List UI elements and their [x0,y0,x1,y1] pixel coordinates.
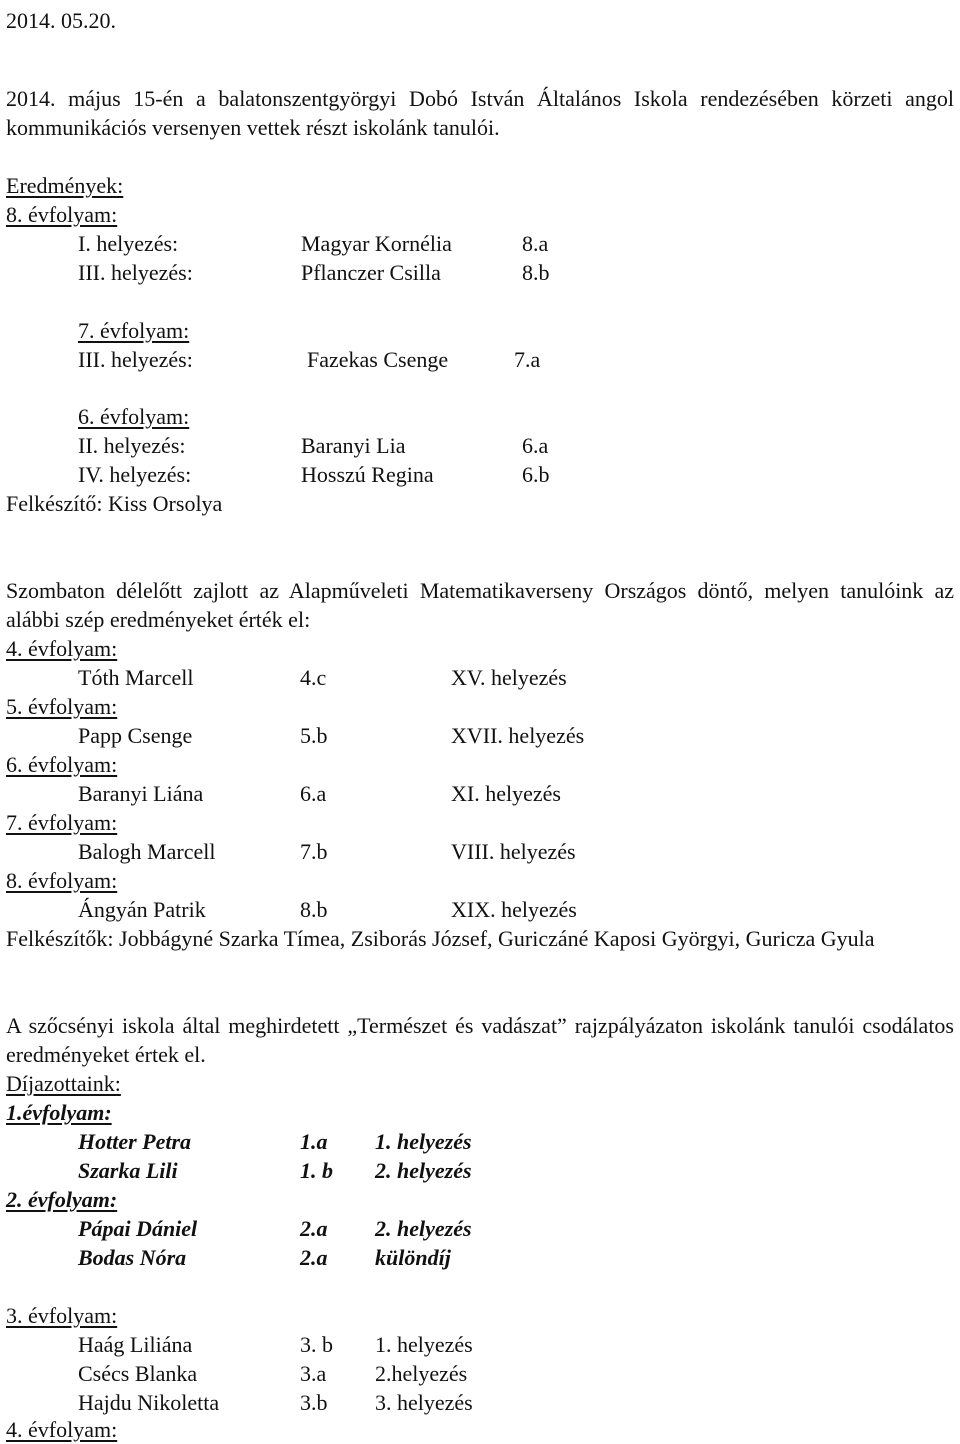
winner-name: Csécs Blanka [78,1361,198,1386]
result-place: III. helyezés: [78,347,193,372]
result-class: 6.a [522,433,549,458]
winner-place: 1. helyezés [375,1332,473,1357]
result-name: Hosszú Regina [301,462,434,487]
article1-grade-label: 6. évfolyam: [78,404,190,429]
winner-name: Haág Liliána [78,1332,193,1357]
result-place: III. helyezés: [78,260,193,285]
winner-place: 2. helyezés [375,1158,472,1183]
result-name: Papp Csenge [78,723,193,748]
result-name: Balogh Marcell [78,839,216,864]
result-class: 8.a [522,231,549,256]
article2-grade-label: 8. évfolyam: [6,868,118,893]
article3-intro: A szőcsényi iskola által meghirdetett „Természet és vadászat” rajzpályázaton iskolánk tanulói csodálatos eredményeket értek el. [6,1013,954,1067]
result-name: Fazekas Csenge [307,347,449,372]
article1-results-label: Eredmények: [6,173,124,198]
result-class: 7.b [300,839,328,864]
result-class: 8.b [300,897,328,922]
result-name: Pflanczer Csilla [301,260,441,285]
result-class: 6.b [522,462,550,487]
result-class: 4.c [300,665,327,690]
article2-intro: Szombaton délelőtt zajlott az Alapműveleti Matematikaverseny Országos döntő, melyen tanulóink az alábbi szép eredményeket érték el: [6,578,954,632]
winner-place: 2.helyezés [375,1361,468,1386]
winner-class: 2.a [300,1245,328,1270]
result-class: 8.b [522,260,550,285]
winner-class: 3.b [300,1390,328,1415]
article2-grade-label: 7. évfolyam: [6,810,118,835]
result-place: XV. helyezés [451,665,567,690]
result-place: XVII. helyezés [451,723,585,748]
result-name: Baranyi Liána [78,781,204,806]
result-place: XIX. helyezés [451,897,577,922]
winner-name: Hotter Petra [78,1129,192,1154]
winner-place: különdíj [375,1245,451,1270]
article1-intro: 2014. május 15-én a balatonszentgyörgyi Dobó István Általános Iskola rendezésében körzeti angol kommunikációs versenyen vettek részt iskolánk tanulói. [6,86,954,140]
article1-grade-label: 8. évfolyam: [6,202,118,227]
result-place: II. helyezés: [78,433,186,458]
winner-class: 2.a [300,1216,328,1241]
winner-place: 2. helyezés [375,1216,472,1241]
article2-teachers: Felkészítők: Jobbágyné Szarka Tímea, Zsiborás József, Guriczáné Kaposi Györgyi, Guricza Gyula [6,926,875,951]
winner-class: 1.a [300,1129,328,1154]
article2-grade-label: 4. évfolyam: [6,636,118,661]
winner-place: 3. helyezés [375,1390,473,1415]
result-name: Baranyi Lia [301,433,406,458]
document-date: 2014. 05.20. [6,8,116,33]
result-place: I. helyezés: [78,231,179,256]
article1-teacher: Felkészítő: Kiss Orsolya [6,491,223,516]
article3-grade-label: 2. évfolyam: [6,1187,118,1212]
winner-class: 3.a [300,1361,327,1386]
result-class: 7.a [514,347,541,372]
result-name: Tóth Marcell [78,665,194,690]
winner-place: 1. helyezés [375,1129,472,1154]
result-class: 6.a [300,781,327,806]
winner-class: 1. b [300,1158,333,1183]
winner-class: 3. b [300,1332,333,1357]
article2-grade-label: 5. évfolyam: [6,694,118,719]
article3-grade-label: 1.évfolyam: [6,1100,112,1125]
article3-grade-label: 4. évfolyam: [6,1417,118,1442]
result-place: VIII. helyezés [451,839,576,864]
article3-grade-label: 3. évfolyam: [6,1303,118,1328]
winner-name: Bodas Nóra [78,1245,187,1270]
article3-winners-label: Díjazottaink: [6,1071,121,1096]
result-name: Ángyán Patrik [78,897,206,922]
winner-name: Szarka Lili [78,1158,178,1183]
winner-name: Pápai Dániel [78,1216,198,1241]
result-place: XI. helyezés [451,781,561,806]
result-class: 5.b [300,723,328,748]
article1-grade-label: 7. évfolyam: [78,318,190,343]
winner-name: Hajdu Nikoletta [78,1390,220,1415]
article2-grade-label: 6. évfolyam: [6,752,118,777]
result-name: Magyar Kornélia [301,231,452,256]
result-place: IV. helyezés: [78,462,192,487]
